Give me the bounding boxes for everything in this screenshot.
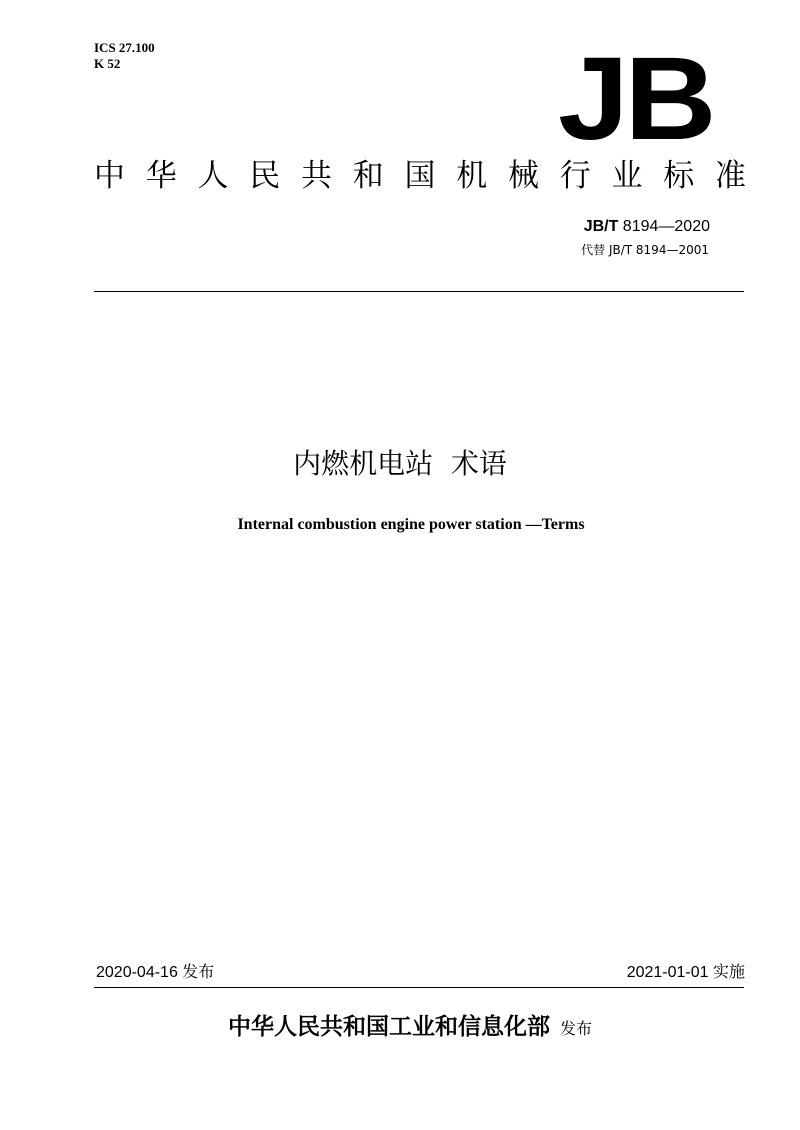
heading-char: 和 — [352, 158, 384, 194]
top-divider — [94, 291, 744, 292]
heading-char: 共 — [301, 158, 332, 194]
heading-char: 国 — [404, 158, 436, 194]
heading-char: 民 — [249, 158, 281, 194]
document-title-english: Internal combustion engine power station —Terms — [237, 516, 585, 533]
publisher-line — [0, 1010, 800, 1046]
industry-standard-heading — [94, 156, 746, 196]
heading-char: 行 — [559, 158, 591, 194]
heading-char: 业 — [611, 158, 643, 194]
standard-number — [584, 217, 710, 237]
heading-char: 中 — [94, 158, 125, 194]
implementation-date: 2021-01-01 实施 — [626, 964, 745, 981]
standard-number-prefix: JB/T — [583, 218, 619, 235]
supersedes-note: 代替 JB/T 8194—2001 — [581, 243, 709, 257]
document-title-chinese: 内燃机电站 术语 — [293, 447, 507, 480]
publisher-action: 发布 — [559, 1019, 592, 1038]
ics-code: ICS 27.100 — [94, 40, 155, 55]
heading-char: 准 — [715, 158, 746, 194]
jb-logo: JB — [558, 33, 713, 165]
heading-char: 械 — [508, 158, 539, 194]
heading-char: 人 — [197, 158, 229, 194]
standard-number-rest: 8194—2020 — [618, 218, 710, 235]
heading-char: 华 — [145, 158, 177, 194]
heading-char: 机 — [456, 158, 488, 194]
publisher-organization: 中华人民共和国工业和信息化部 — [227, 1014, 550, 1040]
bottom-divider — [94, 987, 744, 988]
heading-char: 标 — [663, 158, 695, 194]
ccs-code: K 52 — [94, 56, 121, 71]
classification-codes — [94, 40, 155, 72]
issue-date: 2020-04-16 发布 — [96, 964, 215, 981]
